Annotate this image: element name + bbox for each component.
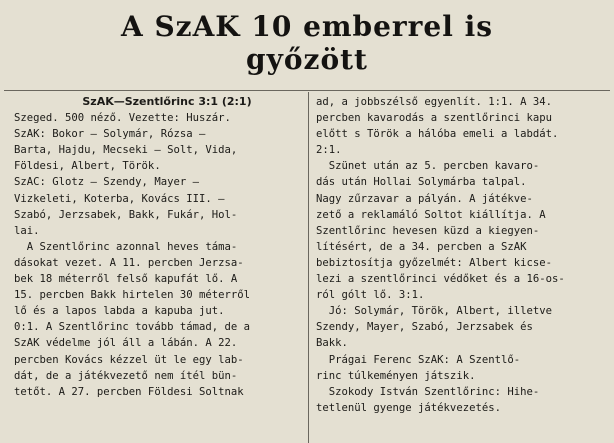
left-line: 15. percben Bakk hirtelen 30 méterről (14, 289, 250, 302)
left-line: Szabó, Jerzsabek, Bakk, Fukár, Hol- (14, 208, 238, 221)
right-line: Szokody István Szentlőrinc: Hihe- (316, 385, 540, 398)
left-line: Vizkeleti, Koterba, Kovács III. — (14, 192, 225, 205)
left-line: SzAK: Bokor — Solymár, Rózsa — (14, 128, 206, 141)
left-line: SzAK védelme jól áll a lábán. A 22. (14, 337, 238, 350)
right-line: zető a reklamáló Soltot kiállítja. A (316, 208, 546, 221)
left-line: A Szentlőrinc azonnal heves táma- (14, 240, 238, 253)
match-result: SzAK—Szentlőrinc 3:1 (2:1) (82, 95, 252, 108)
right-line: lezi a szentlőrinci védőket és a 16-os- (316, 273, 565, 286)
left-line: bek 18 méterről felső kapufát lő. A (14, 273, 238, 286)
left-line: tetőt. A 27. percben Földesi Soltnak (14, 385, 244, 398)
headline-rule (4, 90, 610, 91)
left-line: Szeged. 500 néző. Vezette: Huszár. (14, 112, 231, 125)
left-line: dásokat vezet. A 11. percben Jerzsa- (14, 256, 244, 269)
column-separator (308, 92, 309, 443)
right-line: Szentlőrinc hevesen küzd a kiegyen- (316, 224, 540, 237)
left-line: lő és a lapos labda a kapuba jut. (14, 305, 225, 318)
right-line: lítésért, de a 34. percben a SzAK (316, 240, 527, 253)
right-line: rinc túlkeményen játszik. (316, 369, 476, 382)
right-line: előtt s Török a hálóba emeli a labdát. (316, 128, 559, 141)
left-line: dát, de a játékvezető nem ítél bün- (14, 369, 238, 382)
left-line: Barta, Hajdu, Mecseki — Solt, Vida, (14, 144, 238, 157)
headline-line-1: A SzAK 10 emberrel is (120, 10, 494, 43)
right-line: percben kavarodás a szentlőrinci kapu (316, 112, 552, 125)
right-line: ad, a jobbszélső egyenlít. 1:1. A 34. (316, 96, 552, 108)
headline (0, 10, 614, 76)
right-line: Prágai Ferenc SzAK: A Szentlő- (316, 353, 521, 366)
right-line: Szünet után az 5. percben kavaro- (316, 160, 540, 173)
left-column (14, 94, 304, 400)
right-line: bebiztosítja győzelmét: Albert kicse- (316, 256, 552, 269)
right-line: ról gólt lő. 3:1. (316, 289, 425, 302)
right-line: Szendy, Mayer, Szabó, Jerzsabek és (316, 321, 533, 334)
left-line: lai. (14, 224, 40, 237)
right-line: tetlenül gyenge játékvezetés. (316, 401, 501, 414)
right-line: 2:1. (316, 144, 342, 157)
left-line: 0:1. A Szentlőrinc tovább támad, de a (14, 321, 250, 334)
left-line: SzAC: Glotz — Szendy, Mayer — (14, 176, 199, 189)
right-column (316, 94, 608, 416)
left-line: percben Kovács kézzel üt le egy lab- (14, 353, 244, 366)
headline-line-2: győzött (246, 43, 368, 76)
left-line: Földesi, Albert, Török. (14, 160, 161, 173)
right-line: Nagy zűrzavar a pályán. A játékve- (316, 192, 533, 205)
right-line: Bakk. (316, 337, 348, 350)
right-line: dás után Hollai Solymárba talpal. (316, 176, 527, 189)
right-line: Jó: Solymár, Török, Albert, illetve (316, 305, 552, 318)
